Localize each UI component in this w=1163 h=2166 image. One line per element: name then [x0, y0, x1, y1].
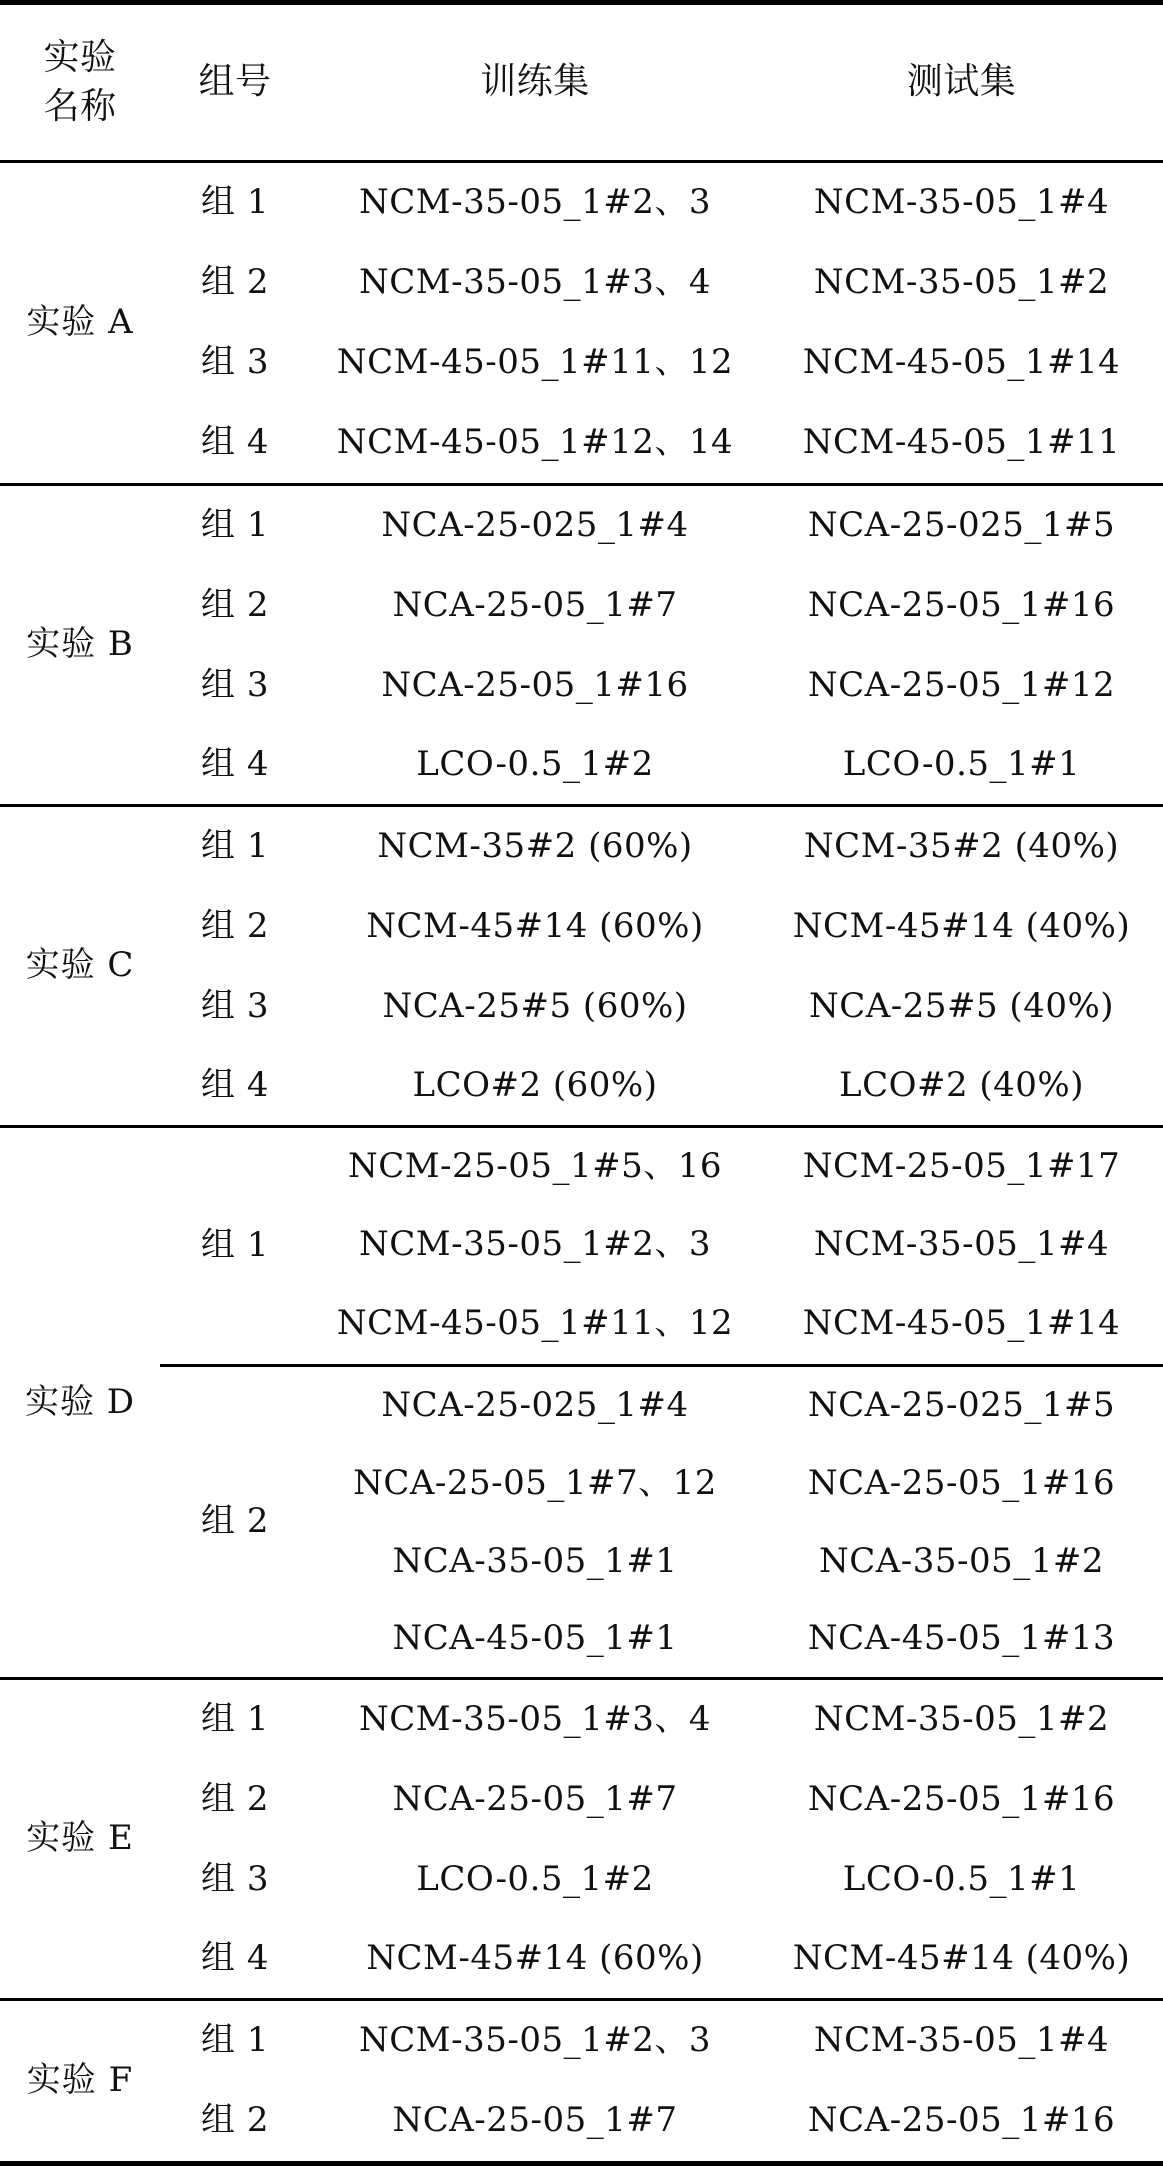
header-group: 组号 [198, 61, 272, 103]
exp-a-row4-test: NCM-45-05_1#11 [802, 422, 1121, 463]
exp-b-row1-test: NCA-25-025_1#5 [807, 505, 1116, 546]
exp-d-g1-row2-train: NCM-35-05_1#2、3 [359, 1224, 711, 1265]
exp-d-g2-row3-train: NCA-35-05_1#1 [392, 1541, 678, 1582]
header-experiment-line2: 名称 [43, 85, 117, 127]
exp-c-row4-train: LCO#2 (60%) [412, 1065, 658, 1106]
exp-f-row1-test: NCM-35-05_1#4 [813, 2020, 1110, 2061]
header-test: 测试集 [906, 61, 1017, 103]
exp-e-row3-train: LCO-0.5_1#2 [416, 1859, 654, 1900]
exp-e-row2-group: 组 2 [201, 1779, 269, 1820]
exp-b-row2-test: NCA-25-05_1#16 [807, 585, 1116, 626]
experiment-c-name: 实验 C [25, 945, 135, 986]
exp-e-row1-test: NCM-35-05_1#2 [813, 1699, 1110, 1740]
exp-c-row1-train: NCM-35#2 (60%) [377, 826, 693, 867]
exp-d-g2-row1-train: NCA-25-025_1#4 [381, 1385, 689, 1426]
exp-c-row2-group: 组 2 [201, 906, 269, 947]
exp-b-row4-group: 组 4 [201, 744, 269, 785]
exp-b-row2-group: 组 2 [201, 585, 269, 626]
exp-e-row1-train: NCM-35-05_1#3、4 [359, 1699, 711, 1740]
exp-c-row3-test: NCA-25#5 (40%) [808, 986, 1115, 1027]
exp-c-row1-test: NCM-35#2 (40%) [803, 826, 1120, 867]
header-train: 训练集 [480, 61, 590, 103]
exp-e-row4-test: NCM-45#14 (40%) [792, 1938, 1131, 1979]
exp-d-g1-row3-test: NCM-45-05_1#14 [802, 1303, 1121, 1344]
exp-d-g2-row4-train: NCA-45-05_1#1 [392, 1618, 678, 1659]
exp-d-g1-row2-test: NCM-35-05_1#4 [813, 1224, 1110, 1265]
exp-a-row1-train: NCM-35-05_1#2、3 [359, 182, 711, 223]
exp-d-g2-row2-train: NCA-25-05_1#7、12 [353, 1463, 717, 1504]
exp-e-row4-train: NCM-45#14 (60%) [366, 1938, 704, 1979]
exp-d-g1-row3-train: NCM-45-05_1#11、12 [336, 1303, 734, 1344]
exp-a-row3-group: 组 3 [201, 342, 269, 383]
exp-c-row4-group: 组 4 [201, 1065, 269, 1106]
exp-c-row3-train: NCA-25#5 (60%) [382, 986, 688, 1027]
exp-a-row1-group: 组 1 [201, 182, 269, 223]
exp-b-row1-train: NCA-25-025_1#4 [381, 505, 689, 546]
exp-d-g2-row2-test: NCA-25-05_1#16 [807, 1463, 1116, 1504]
exp-b-row4-train: LCO-0.5_1#2 [416, 744, 654, 785]
exp-d-g2-row3-test: NCA-35-05_1#2 [818, 1541, 1105, 1582]
exp-b-row3-train: NCA-25-05_1#16 [381, 665, 689, 706]
exp-d-g1-row1-test: NCM-25-05_1#17 [802, 1146, 1121, 1187]
experiment-d-name: 实验 D [24, 1381, 136, 1422]
header-experiment-line1: 实验 [43, 36, 117, 78]
exp-e-row4-group: 组 4 [201, 1938, 269, 1979]
experiment-b-name: 实验 B [26, 624, 134, 665]
exp-a-row2-group: 组 2 [201, 262, 269, 303]
experiment-e-name: 实验 E [26, 1818, 134, 1859]
exp-c-row2-train: NCM-45#14 (60%) [366, 906, 704, 947]
exp-c-row3-group: 组 3 [201, 986, 269, 1027]
exp-e-row3-test: LCO-0.5_1#1 [842, 1859, 1081, 1900]
exp-b-row3-test: NCA-25-05_1#12 [807, 665, 1116, 706]
exp-d-g2-row1-test: NCA-25-025_1#5 [807, 1385, 1116, 1426]
exp-d-g1-row1-train: NCM-25-05_1#5、16 [347, 1146, 723, 1187]
exp-e-row2-test: NCA-25-05_1#16 [807, 1779, 1116, 1820]
exp-a-row4-group: 组 4 [201, 422, 269, 463]
exp-a-row2-test: NCM-35-05_1#2 [813, 262, 1110, 303]
exp-b-row4-test: LCO-0.5_1#1 [842, 744, 1081, 785]
exp-c-row4-test: LCO#2 (40%) [839, 1065, 1084, 1106]
exp-c-row1-group: 组 1 [201, 826, 269, 867]
exp-a-row1-test: NCM-35-05_1#4 [813, 182, 1110, 223]
exp-d-group2-label: 组 2 [201, 1501, 269, 1542]
exp-b-row1-group: 组 1 [201, 505, 269, 546]
exp-b-row3-group: 组 3 [201, 665, 269, 706]
experiment-f-name: 实验 F [26, 2060, 134, 2101]
exp-f-row2-group: 组 2 [201, 2100, 269, 2141]
exp-e-row1-group: 组 1 [201, 1699, 269, 1740]
exp-d-group1-label: 组 1 [201, 1225, 269, 1266]
header-experiment-name [0, 5, 160, 160]
bottom-rule [0, 2161, 1163, 2166]
exp-f-row2-test: NCA-25-05_1#16 [807, 2100, 1116, 2141]
experiment-a-name: 实验 A [26, 302, 134, 343]
exp-f-row1-train: NCM-35-05_1#2、3 [359, 2020, 711, 2061]
exp-a-row3-train: NCM-45-05_1#11、12 [336, 342, 734, 383]
exp-b-row2-train: NCA-25-05_1#7 [392, 585, 678, 626]
exp-e-row2-train: NCA-25-05_1#7 [392, 1779, 678, 1820]
exp-a-row4-train: NCM-45-05_1#12、14 [336, 422, 734, 463]
exp-d-g2-row4-test: NCA-45-05_1#13 [807, 1618, 1116, 1659]
exp-c-row2-test: NCM-45#14 (40%) [792, 906, 1131, 947]
exp-e-row3-group: 组 3 [201, 1859, 269, 1900]
exp-f-row2-train: NCA-25-05_1#7 [392, 2100, 678, 2141]
exp-f-row1-group: 组 1 [201, 2020, 269, 2061]
exp-a-row3-test: NCM-45-05_1#14 [802, 342, 1121, 383]
exp-a-row2-train: NCM-35-05_1#3、4 [359, 262, 711, 303]
